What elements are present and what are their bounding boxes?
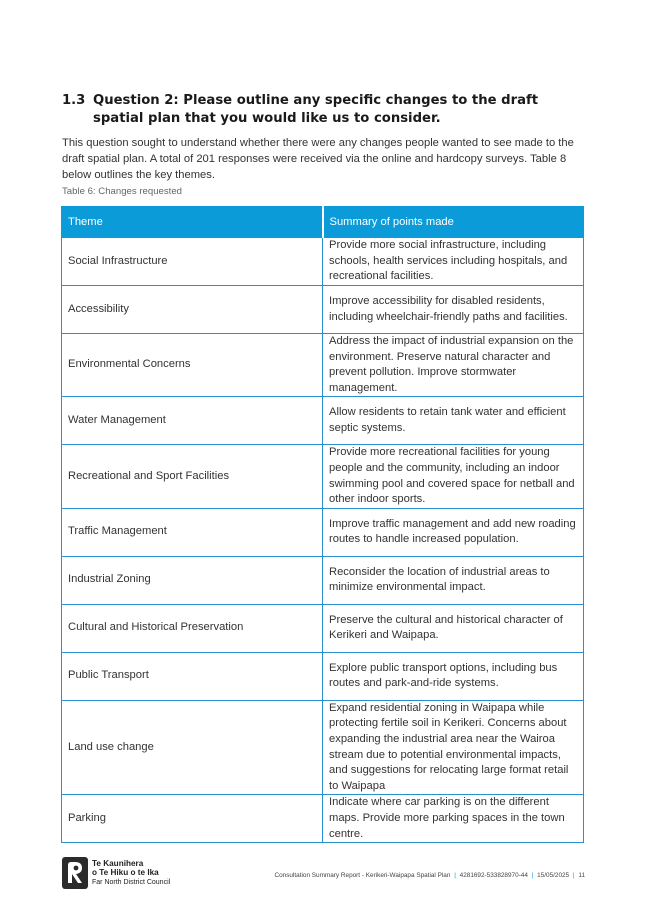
footer-separator: | <box>531 872 534 879</box>
table-row <box>62 556 584 604</box>
summary-cell: Improve traffic management and add new roading routes to handle increased population. <box>323 508 584 556</box>
section-number: 1.3 <box>62 93 86 108</box>
summary-cell: Improve accessibility for disabled residents, including wheelchair-friendly paths and facilities. <box>323 286 584 334</box>
table-header-row <box>62 207 584 238</box>
theme-cell: Social Infrastructure <box>62 238 323 286</box>
table-row <box>62 652 584 700</box>
council-name-line3: Far North District Council <box>92 878 171 886</box>
footer-separator: | <box>454 872 456 879</box>
table-caption: Table 6: Changes requested <box>62 186 183 197</box>
theme-cell: Parking <box>62 795 323 843</box>
council-logo <box>62 857 170 889</box>
summary-cell: Indicate where car parking is on the different maps. Provide more parking spaces in the town centre. <box>323 795 584 843</box>
theme-cell: Land use change <box>62 700 323 795</box>
section-heading <box>62 92 582 128</box>
theme-cell: Water Management <box>62 397 323 445</box>
theme-cell: Public Transport <box>62 652 323 700</box>
header-theme: Theme <box>62 207 323 238</box>
table-row <box>62 238 584 286</box>
theme-cell: Accessibility <box>62 286 323 334</box>
header-summary: Summary of points made <box>323 207 584 238</box>
footer-date: 15/05/2025 <box>537 872 570 879</box>
intro-paragraph: This question sought to understand whether there were any changes people wanted to see made to the draft spatial plan. A total of 201 responses were received via the online and hardcopy surveys. Table 8 below outlines the key themes. <box>62 137 574 181</box>
summary-cell: Reconsider the location of industrial areas to minimize environmental impact. <box>323 556 584 604</box>
page-footer <box>274 872 585 879</box>
council-name-line2: o Te Hiku o te Ika <box>92 868 159 878</box>
theme-cell: Industrial Zoning <box>62 556 323 604</box>
table-row <box>62 508 584 556</box>
footer-separator: | <box>572 872 575 879</box>
table-row <box>62 700 584 795</box>
council-name <box>92 859 170 888</box>
table-row <box>62 795 584 843</box>
theme-cell: Environmental Concerns <box>62 334 323 397</box>
table-row <box>62 445 584 508</box>
table-row <box>62 334 584 397</box>
summary-cell: Expand residential zoning in Waipapa while protecting fertile soil in Kerikeri. Concerns about expanding the industrial area near the Wairoa stream due to potential environmental impacts, and suggestions for relocating large format retail to Waipapa <box>323 700 584 795</box>
council-name-line1: Te Kaunihera <box>92 858 144 868</box>
summary-cell: Explore public transport options, including bus routes and park-and-ride systems. <box>323 652 584 700</box>
theme-cell: Traffic Management <box>62 508 323 556</box>
summary-cell: Provide more recreational facilities for young people and the community, including an indoor swimming pool and covered space for netball and other indoor sports. <box>323 445 584 508</box>
summary-cell: Preserve the cultural and historical character of Kerikeri and Waipapa. <box>323 604 584 652</box>
table-row <box>62 286 584 334</box>
footer-page-number: 11 <box>578 872 585 879</box>
footer-report-title: Consultation Summary Report - Kerikeri-Waipapa Spatial Plan <box>274 872 451 879</box>
footer-doc-id: 4281692-533828970-44 <box>459 872 528 879</box>
summary-cell: Allow residents to retain tank water and efficient septic systems. <box>323 397 584 445</box>
theme-cell: Recreational and Sport Facilities <box>62 445 323 508</box>
table-row <box>62 397 584 445</box>
section-title: Question 2: Please outline any specific changes to the draft spatial plan that you would like us to consider. <box>93 93 539 126</box>
table-row <box>62 604 584 652</box>
changes-table <box>61 206 584 843</box>
summary-cell: Provide more social infrastructure, including schools, health services including hospitals, and recreational facilities. <box>323 238 584 286</box>
summary-cell: Address the impact of industrial expansion on the environment. Preserve natural character and prevent pollution. Improve stormwater management. <box>323 334 584 397</box>
theme-cell: Cultural and Historical Preservation <box>62 604 323 652</box>
council-emblem-icon <box>62 857 88 889</box>
